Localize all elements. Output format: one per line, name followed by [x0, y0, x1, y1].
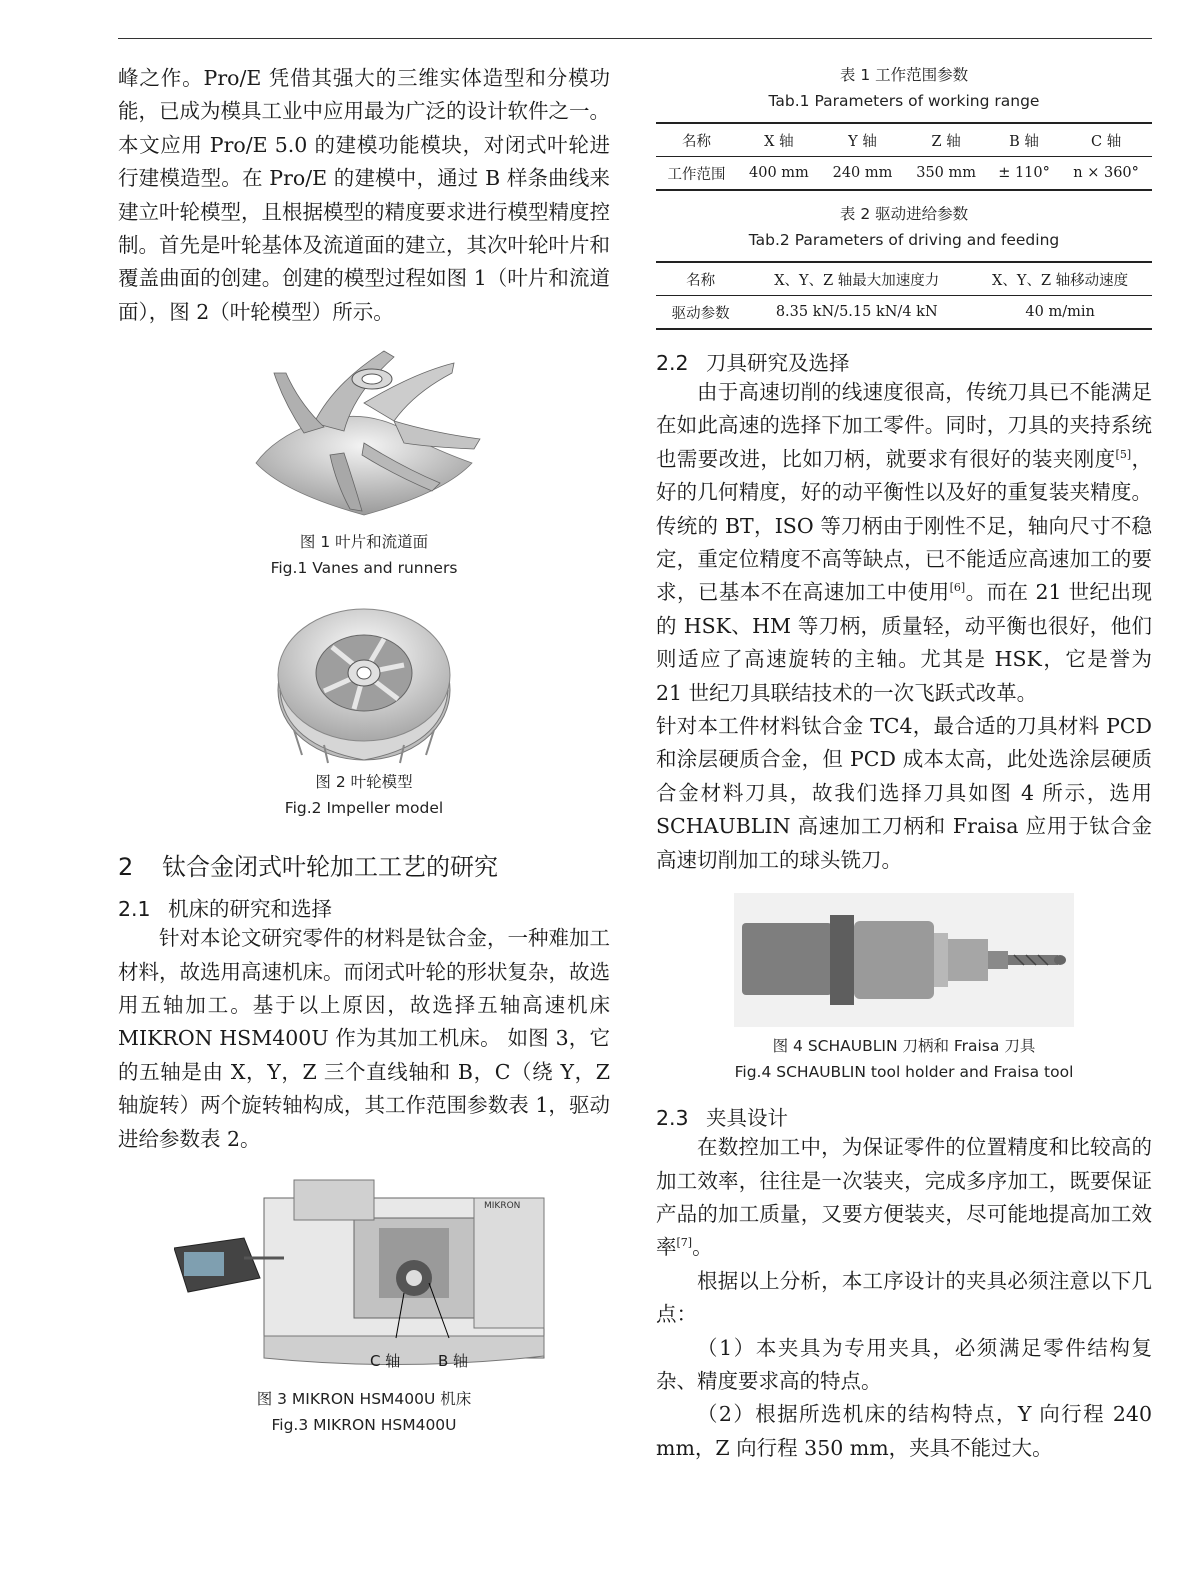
- section-number: 2: [118, 853, 134, 882]
- table1-caption-en: Tab.1 Parameters of working range: [768, 92, 1040, 110]
- fig4-caption-en: Fig.4 SCHAUBLIN tool holder and Fraisa tool: [734, 1063, 1074, 1082]
- table-header-cell: X 轴: [764, 133, 794, 150]
- table-cell: 40 m/min: [1025, 304, 1095, 320]
- table-cell: 工作范围: [667, 166, 726, 183]
- intro-paragraph: 峰之作。Pro/E 凭借其强大的三维实体造型和分模功能，已成为模具工业中应用最为广泛的设计软件之一。本文应用 Pro/E 5.0 的建模功能模块，对闭式叶轮进行建模造型。在 Pro/E 的建模中，通过 B 样条曲线来建立叶轮模型，且根据模型的精度要求进行模型精度控制。首先是叶轮基体及流道面的建立，其次叶轮叶片和覆盖曲面的创建。创建的模型过程如图 1（叶片和流道面），图 2（叶轮模型）所示。: [118, 66, 610, 324]
- table-header-cell: Z 轴: [931, 133, 961, 150]
- b-axis-label: B 轴: [438, 1352, 469, 1371]
- table-cell: 240 mm: [832, 165, 893, 181]
- impeller-vanes-image: [244, 343, 484, 523]
- citation: [7]: [676, 1236, 693, 1250]
- paragraph-text: 由于高速切削的线速度很高，传统刀具已不能满足在如此高速的选择下加工零件。同时，刀具的夹持系统也需要改进，比如刀柄，就要求有很好的装夹刚度: [656, 380, 1152, 471]
- section-2-1-heading: [118, 892, 610, 922]
- header-rule: [118, 38, 1152, 39]
- table2-caption-cn: 表 2 驱动进给参数: [839, 205, 969, 223]
- table-1: [656, 122, 1152, 191]
- table-header-cell: B 轴: [1009, 133, 1039, 150]
- section-title: 机床的研究和选择: [168, 897, 332, 922]
- section-title: 钛合金闭式叶轮加工工艺的研究: [162, 853, 498, 882]
- mikron-machine-image: [174, 1168, 554, 1372]
- table-header-cell: C 轴: [1090, 133, 1122, 150]
- fig2-caption-en: Fig.2 Impeller model: [284, 799, 444, 818]
- figure-3: [118, 1168, 610, 1372]
- table-header-row: [656, 123, 1152, 157]
- table-cell: 8.35 kN/5.15 kN/4 kN: [775, 304, 938, 320]
- impeller-model-image: [274, 595, 454, 765]
- table-header-row: [656, 262, 1152, 296]
- fig1-caption-en: Fig.1 Vanes and runners: [270, 559, 458, 578]
- paragraph-text: ，好的几何精度，好的动平衡性以及好的重复装夹精度。传统的 BT，ISO 等刀柄由于刚性不足，轴向尺寸不稳定，重定位精度不高等缺点，已不能适应高速加工的要求，已基本不在高速加工中使用: [656, 446, 1153, 605]
- tool-holder-image: [734, 893, 1074, 1027]
- section-2-2-heading: [656, 346, 1152, 376]
- left-column: [118, 62, 610, 1438]
- figure-4: [656, 893, 1152, 1027]
- section-2-1-paragraph: 针对本论文研究零件的材料是钛合金，一种难加工材料，故选用高速机床。而闭式叶轮的形状复杂，故选用五轴加工。基于以上原因，故选择五轴高速机床 MIKRON HSM400U 作为其加工机床。 如图 3，它的五轴是由 X，Y，Z 三个直线轴和 B，C（绕 Y，Z 轴旋转）两个旋转轴构成，其工作范围参数表 1，驱动进给参数表 2。: [118, 926, 610, 1151]
- table-cell: 400 mm: [749, 165, 809, 181]
- paragraph-text: 。而在 21 世纪出现的 HSK、HM 等刀柄，质量轻，动平衡也很好，他们则适应了高速旋转的主轴。尤其是 HSK，它是誉为 21 世纪刀具联结技术的一次飞跃式改革。: [656, 580, 1152, 705]
- table-row: [656, 296, 1152, 330]
- table-cell: ± 110°: [998, 165, 1050, 181]
- section-title: 夹具设计: [706, 1106, 788, 1131]
- figure-2: [118, 595, 610, 765]
- fig4-caption-cn: 图 4 SCHAUBLIN 刀柄和 Fraisa 刀具: [772, 1037, 1036, 1056]
- requirement-1: （1）本夹具为专用夹具，必须满足零件结构复杂、精度要求高的特点。: [656, 1335, 1152, 1393]
- table1-caption-cn: 表 1 工作范围参数: [839, 66, 969, 84]
- fig2-caption-cn: 图 2 叶轮模型: [315, 773, 413, 792]
- table-header-cell: X、Y、Z 轴移动速度: [992, 272, 1129, 289]
- fig3-caption-en: Fig.3 MIKRON HSM400U: [271, 1416, 457, 1435]
- machine-brand-label: MIKRON: [484, 1201, 521, 1212]
- table-header-cell: X、Y、Z 轴最大加速度力: [774, 272, 940, 289]
- table-header-cell: Y 轴: [848, 133, 877, 150]
- table-cell: n × 360°: [1073, 165, 1139, 181]
- section-2-2-paragraph: [656, 376, 1152, 710]
- table-cell: 驱动参数: [671, 305, 730, 322]
- citation: [5]: [1115, 447, 1132, 461]
- fig3-caption-cn: 图 3 MIKRON HSM400U 机床: [256, 1390, 472, 1409]
- figure-1: [118, 343, 610, 523]
- section-2-heading: [118, 847, 610, 882]
- section-number: 2.2: [656, 351, 689, 375]
- right-column: [656, 62, 1152, 1465]
- table-header-cell: 名称: [682, 133, 712, 150]
- table-cell: 350 mm: [916, 165, 977, 181]
- paragraph-text: 在数控加工中，为保证零件的位置精度和比较高的加工效率，往往是一次装夹，完成多序加工，既要保证产品的加工质量，又要方便装夹，尽可能地提高加工效率: [656, 1135, 1152, 1260]
- section-number: 2.3: [656, 1106, 689, 1131]
- fig1-caption-cn: 图 1 叶片和流道面: [299, 533, 429, 552]
- section-2-3-paragraph-2: 根据以上分析，本工序设计的夹具必须注意以下几点：: [656, 1268, 1152, 1327]
- section-2-3-heading: [656, 1101, 1152, 1131]
- c-axis-label: C 轴: [370, 1352, 401, 1371]
- table2-caption-en: Tab.2 Parameters of driving and feeding: [748, 231, 1060, 249]
- requirement-2: （2）根据所选机床的结构特点，Y 向行程 240 mm，Z 向行程 350 mm，夹具不能过大。: [656, 1402, 1152, 1460]
- paragraph-text: 。: [692, 1235, 713, 1260]
- section-number: 2.1: [118, 897, 151, 922]
- table-2: [656, 261, 1152, 330]
- table-row: [656, 157, 1152, 191]
- section-2-3-paragraph: [656, 1131, 1152, 1265]
- section-title: 刀具研究及选择: [706, 351, 850, 375]
- citation: [6]: [949, 581, 966, 595]
- table-header-cell: 名称: [686, 272, 716, 289]
- section-2-2-paragraph-2: 针对本工件材料钛合金 TC4，最合适的刀具材料 PCD 和涂层硬质合金，但 PCD 成本太高，此处选涂层硬质合金材料刀具，故我们选择刀具如图 4 所示，选用 SCHAUBLIN 高速加工刀柄和 Fraisa 应用于钛合金高速切削加工的球头铣刀。: [656, 714, 1152, 872]
